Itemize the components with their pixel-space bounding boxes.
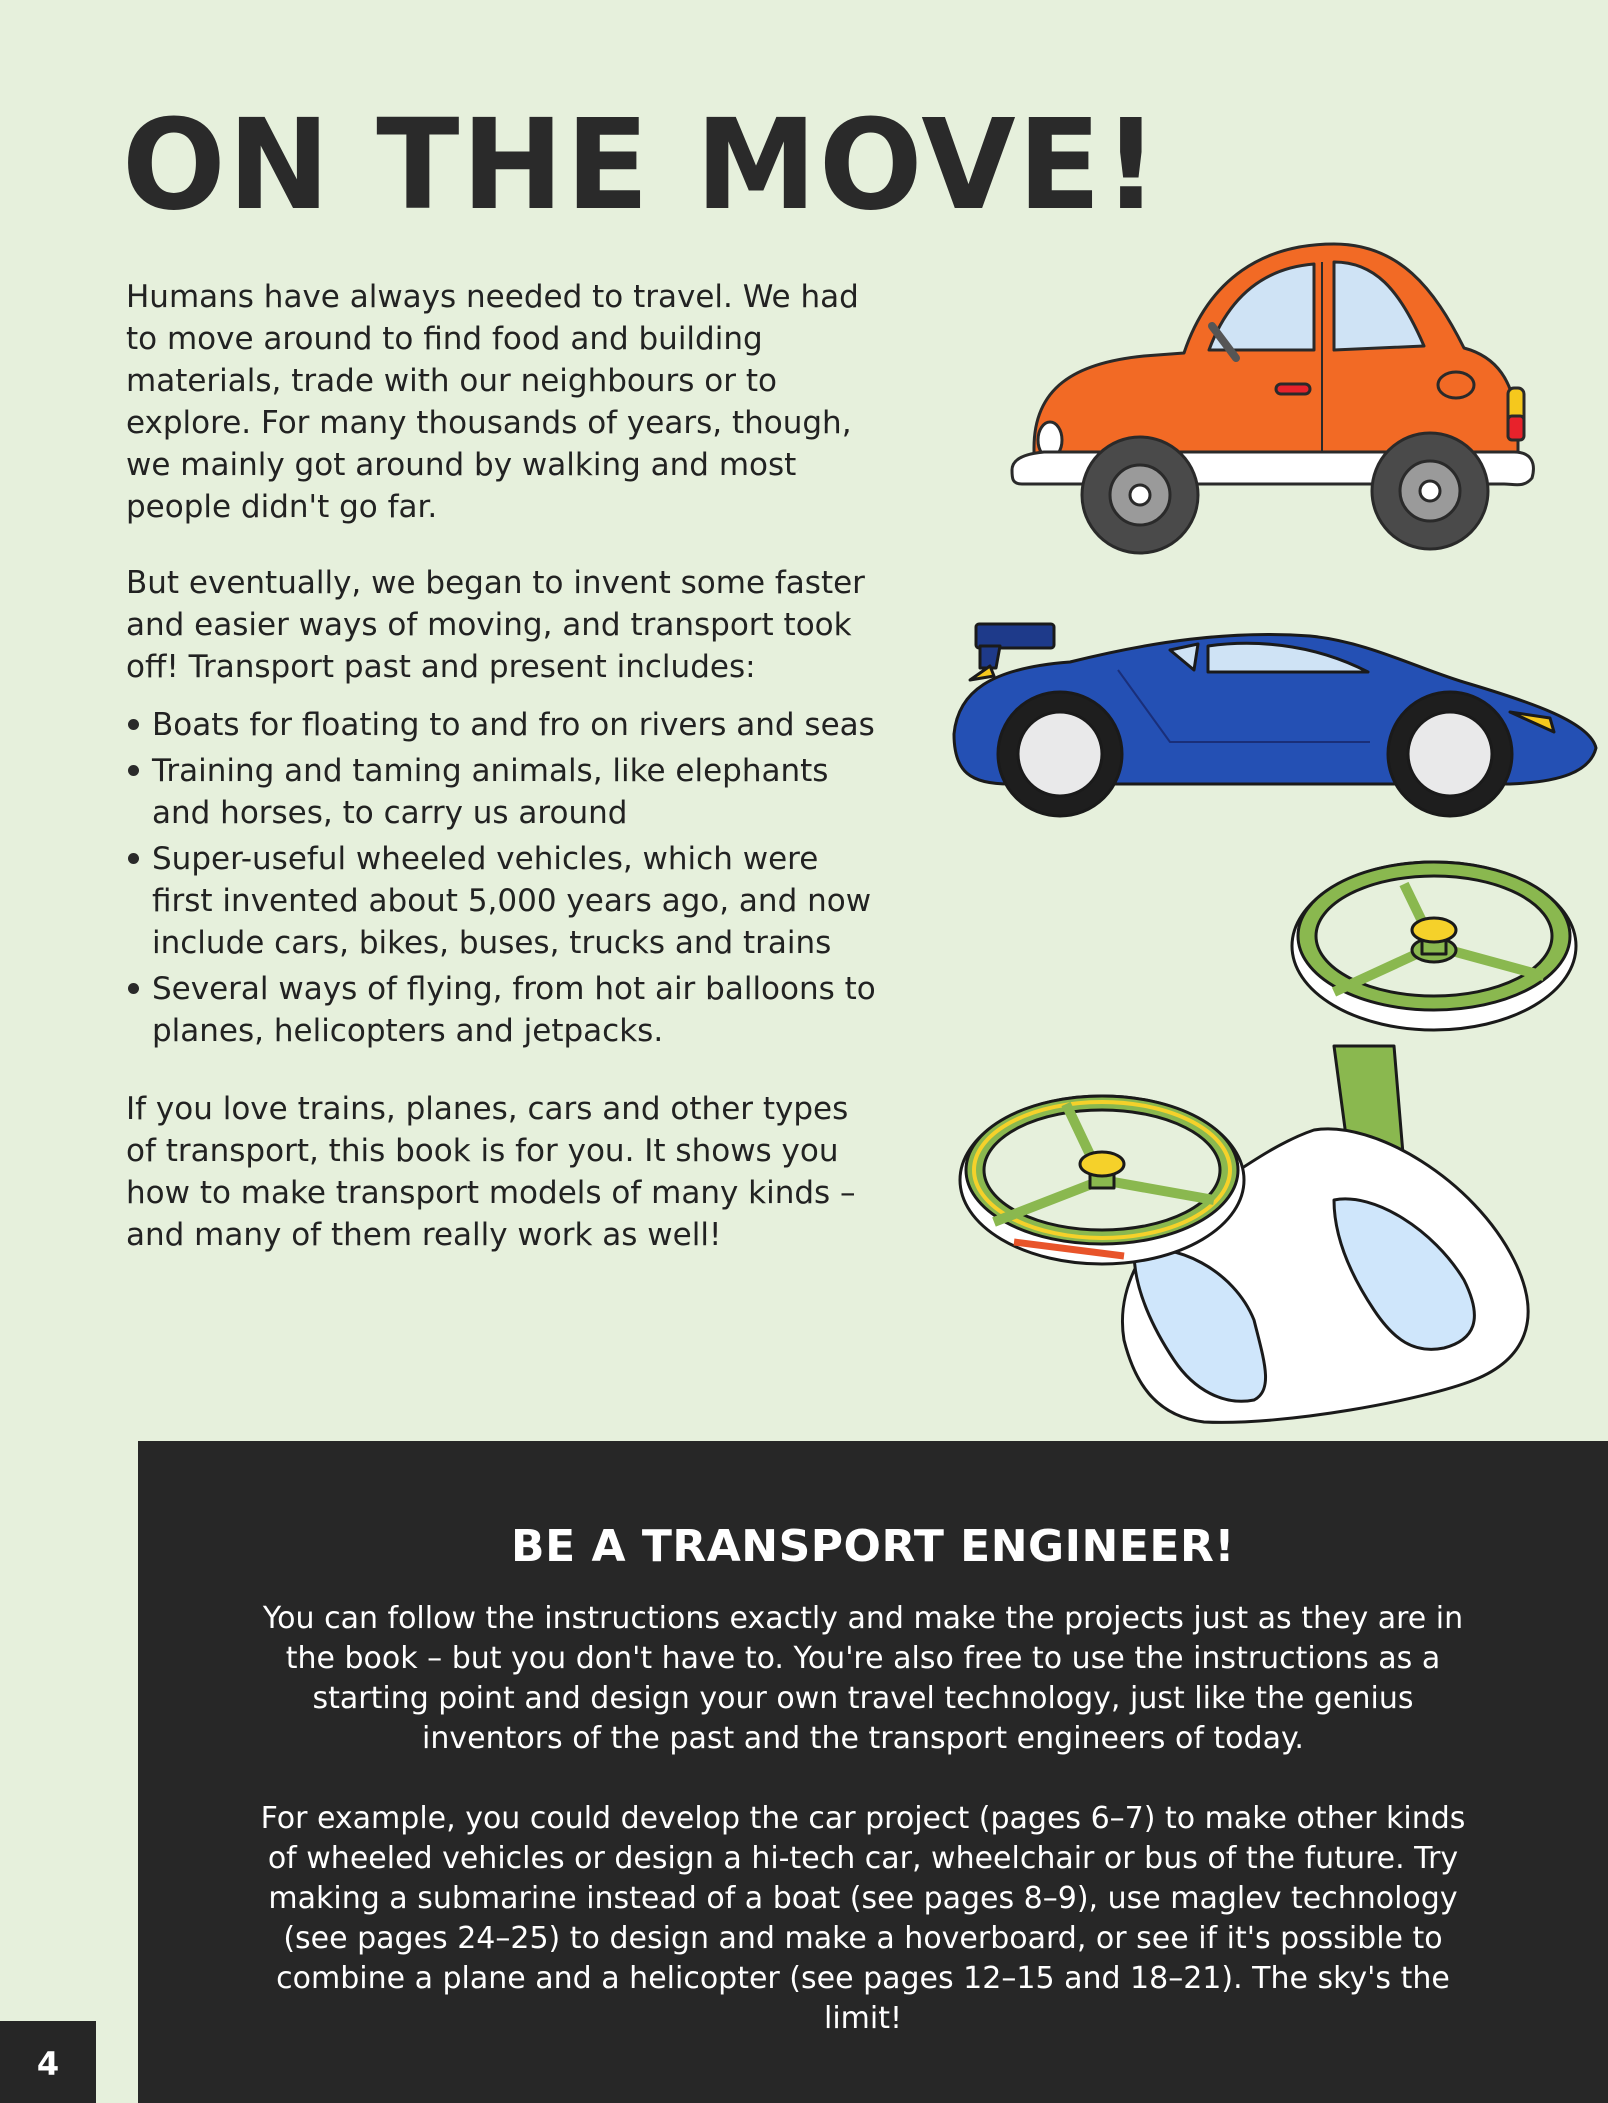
list-item: Boats for floating to and fro on rivers and seas <box>126 704 886 746</box>
engineer-box-body <box>248 1599 1478 2079</box>
list-item: Super-useful wheeled vehicles, which were first invented about 5,000 years ago, and now include cars, bikes, buses, trucks and trains <box>126 838 886 964</box>
page-title: ON THE MOVE! <box>122 92 1161 238</box>
engineer-info-box <box>138 1441 1608 2103</box>
list-item: Several ways of flying, from hot air balloons to planes, helicopters and jetpacks. <box>126 968 886 1052</box>
intro-paragraph-1: Humans have always needed to travel. We had to move around to find food and building materials, trade with our neighbours or to explore. For many thousands of years, though, we mainly got around by walking and most people didn't go far. <box>126 279 859 525</box>
engineer-box-title: BE A TRANSPORT ENGINEER! <box>511 1521 1235 1572</box>
blue-sports-car-illustration <box>950 622 1600 818</box>
engineer-paragraph-1: You can follow the instructions exactly and make the projects just as they are in the book – but you don't have to. You're also free to use the instructions as a starting point and design your own travel technology, just like the genius inventors of the past and the transport engineers of today. <box>262 1601 1464 1756</box>
closing-paragraph: If you love trains, planes, cars and other types of transport, this book is for you. It shows you how to make transport models of many kinds – and many of them really work as well! <box>126 1091 856 1253</box>
page-number: 4 <box>0 2021 96 2103</box>
transport-list <box>126 704 886 1052</box>
intro-text <box>126 276 886 1290</box>
drone-illustration <box>954 860 1608 1434</box>
orange-car-illustration <box>1004 238 1544 564</box>
engineer-paragraph-2: For example, you could develop the car project (pages 6–7) to make other kinds of wheeled vehicles or design a hi-tech car, wheelchair or bus of the future. Try making a submarine instead of a boat (see pages 8–9), use maglev technology (see pages 24–25) to design and make a hoverboard, or see if it's possible to combine a plane and a helicopter (see pages 12–15 and 18–21). The sky's the limit! <box>260 1801 1466 2036</box>
list-item: Training and taming animals, like elephants and horses, to carry us around <box>126 750 886 834</box>
intro-paragraph-2: But eventually, we began to invent some faster and easier ways of moving, and transport took off! Transport past and present includes: <box>126 565 865 685</box>
